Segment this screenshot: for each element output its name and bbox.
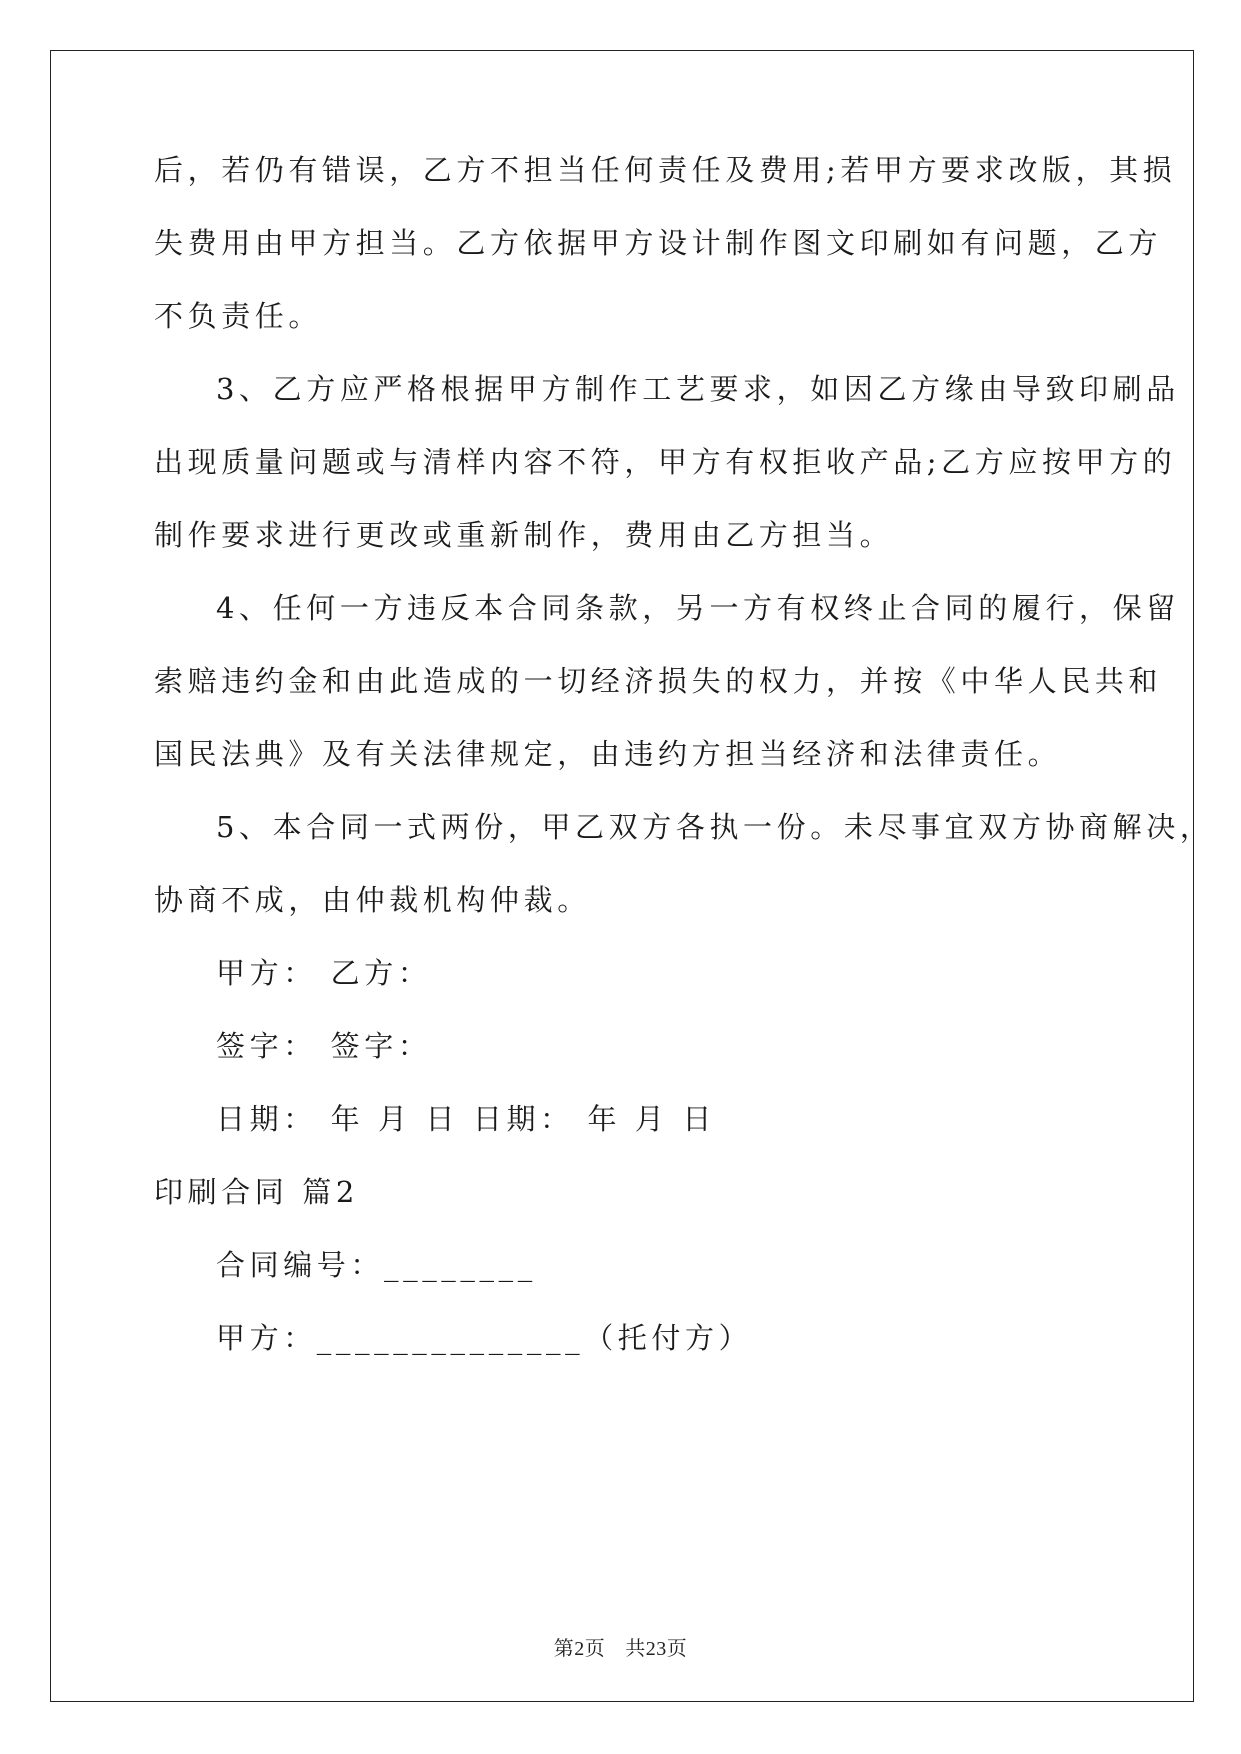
clause-4-line: 4、任何一方违反本合同条款，另一方有权终止合同的履行，保留 xyxy=(216,591,1180,625)
signature-date: 日期： 年 月 日 日期： 年 月 日 xyxy=(216,1102,716,1136)
paragraph-line: 不负责任。 xyxy=(154,299,323,333)
clause-4-line: 索赔违约金和由此造成的一切经济损失的权力，并按《中华人民共和 xyxy=(154,664,1163,698)
clause-3-line: 3、乙方应严格根据甲方制作工艺要求，如因乙方缘由导致印刷品 xyxy=(216,372,1180,406)
page-number: 第2页 xyxy=(553,1638,606,1660)
clause-5-line: 5、本合同一式两份，甲乙双方各执一份。未尽事宜双方协商解决， xyxy=(216,810,1214,844)
clause-3-line: 出现质量问题或与清样内容不符，甲方有权拒收产品;乙方应按甲方的 xyxy=(154,445,1177,479)
paragraph-line: 失费用由甲方担当。乙方依据甲方设计制作图文印刷如有问题，乙方 xyxy=(154,226,1163,260)
contract-number: 合同编号：________ xyxy=(216,1248,537,1282)
page-total: 共23页 xyxy=(625,1638,688,1660)
signature-parties: 甲方： 乙方： xyxy=(216,956,432,990)
clause-3-line: 制作要求进行更改或重新制作，费用由乙方担当。 xyxy=(154,518,894,552)
page-footer xyxy=(0,1632,1241,1661)
clause-4-line: 国民法典》及有关法律规定，由违约方担当经济和法律责任。 xyxy=(154,737,1062,771)
section-2-title: 印刷合同 篇2 xyxy=(154,1175,359,1209)
signature-sign: 签字： 签字： xyxy=(216,1029,432,1063)
clause-5-line: 协商不成，由仲裁机构仲裁。 xyxy=(154,883,591,917)
party-a-line: 甲方：______________（托付方） xyxy=(216,1321,753,1355)
paragraph-line: 后，若仍有错误，乙方不担当任何责任及费用;若甲方要求改版，其损 xyxy=(154,153,1177,187)
